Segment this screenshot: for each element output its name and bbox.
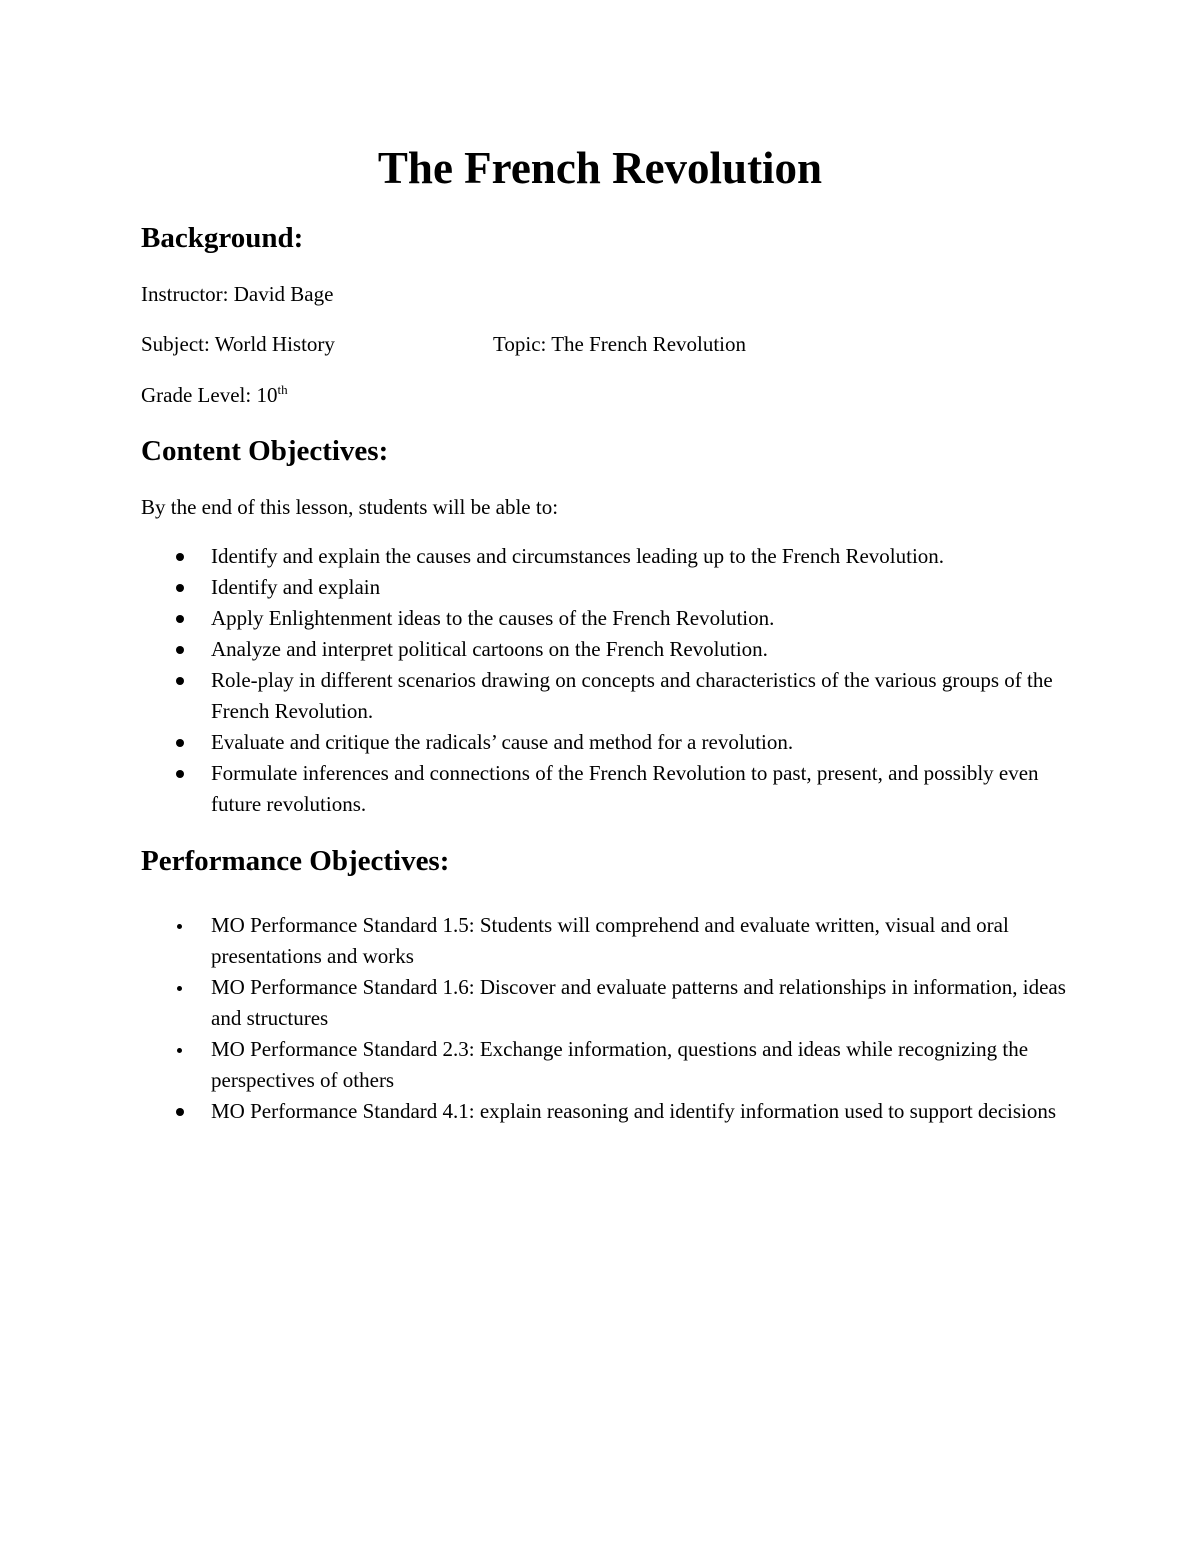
list-item — [141, 541, 1071, 572]
bullet-icon — [176, 770, 184, 778]
list-item-text: MO Performance Standard 1.5: Students will comprehend and evaluate written, visual and oral presentations and works — [211, 913, 1009, 968]
performance-objectives-list — [141, 910, 1071, 1127]
list-item — [141, 972, 1071, 1034]
bullet-icon — [176, 677, 184, 685]
content-objectives-list — [141, 541, 1071, 820]
bullet-icon — [177, 986, 182, 991]
list-item — [141, 727, 1071, 758]
background-heading: Background: — [141, 222, 304, 254]
list-item-text: Analyze and interpret political cartoons on the French Revolution. — [211, 637, 768, 661]
list-item — [141, 910, 1071, 972]
list-item — [141, 1096, 1071, 1127]
subject-line: Subject: World History — [141, 332, 335, 356]
topic-line: Topic: The French Revolution — [493, 332, 747, 356]
list-item — [141, 634, 1071, 665]
list-item — [141, 1034, 1071, 1096]
list-item-text: Identify and explain — [211, 575, 381, 599]
bullet-icon — [176, 1108, 184, 1116]
list-item-text: MO Performance Standard 4.1: explain reasoning and identify information used to support decisions — [211, 1099, 1057, 1123]
instructor-line: Instructor: David Bage — [141, 282, 334, 306]
list-item — [141, 758, 1071, 820]
list-item-text: Evaluate and critique the radicals’ cause and method for a revolution. — [211, 730, 794, 754]
bullet-icon — [176, 739, 184, 747]
grade-level-text: Grade Level: 10 — [141, 383, 278, 407]
document-title: The French Revolution — [377, 143, 823, 193]
list-item — [141, 603, 1071, 634]
bullet-icon — [176, 615, 184, 623]
list-item-text: Identify and explain the causes and circumstances leading up to the French Revolution. — [211, 544, 945, 568]
grade-level-line — [141, 382, 288, 408]
list-item — [141, 665, 1071, 727]
list-item-text: Apply Enlightenment ideas to the causes of the French Revolution. — [211, 606, 775, 630]
list-item-text: MO Performance Standard 2.3: Exchange information, questions and ideas while recognizing the perspectives of others — [211, 1037, 1029, 1092]
bullet-icon — [176, 553, 184, 561]
grade-level-superscript: th — [277, 382, 288, 397]
content-objectives-heading: Content Objectives: — [141, 435, 389, 467]
performance-objectives-heading: Performance Objectives: — [141, 845, 450, 877]
bullet-icon — [176, 584, 184, 592]
content-objectives-intro: By the end of this lesson, students will be able to: — [141, 495, 559, 519]
list-item-text: Formulate inferences and connections of the French Revolution to past, present, and possibly even future revolutions. — [211, 761, 1039, 816]
list-item-text: Role-play in different scenarios drawing on concepts and characteristics of the various groups of the French Revolution. — [211, 668, 1053, 723]
bullet-icon — [176, 646, 184, 654]
bullet-icon — [177, 924, 182, 929]
bullet-icon — [177, 1048, 182, 1053]
list-item-text: MO Performance Standard 1.6: Discover and evaluate patterns and relationships in information, ideas and structures — [211, 975, 1066, 1030]
list-item — [141, 572, 1071, 603]
